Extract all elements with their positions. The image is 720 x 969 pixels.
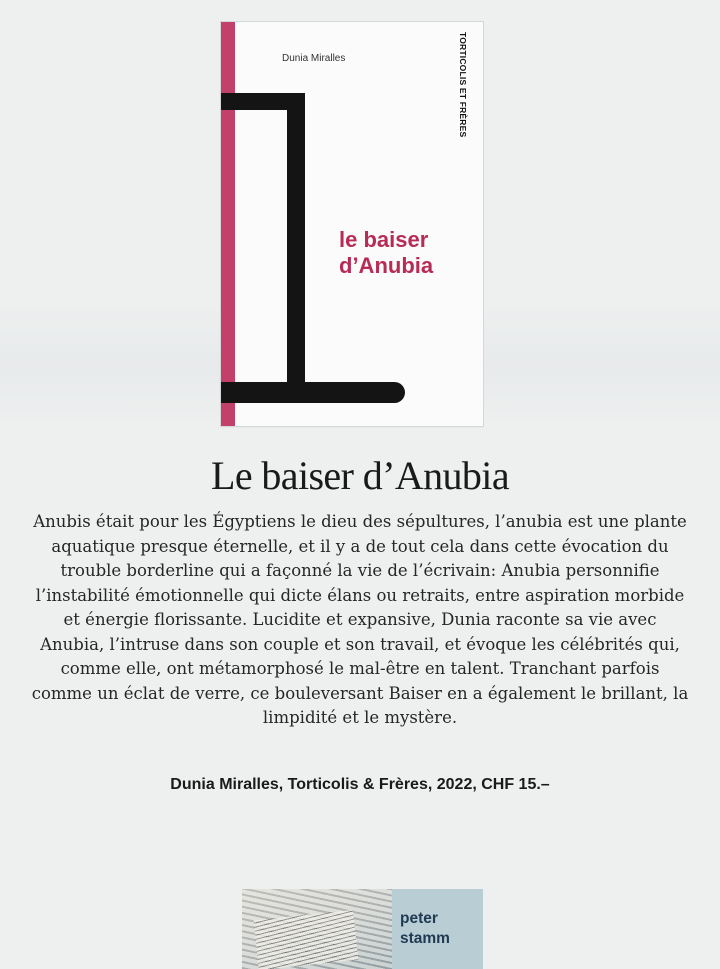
- cover-graphic-bar-stem: [287, 93, 305, 389]
- cover-author: Dunia Miralles: [282, 53, 346, 64]
- book-cover-image: [221, 22, 483, 426]
- cover-title: [339, 227, 477, 279]
- next-book-author-line: stamm: [400, 930, 450, 947]
- article-body: Anubis était pour les Égyptiens le dieu des sépultures, l’anubia est une plante aquatique presque éternelle, et il y a de tout cela dans cette évocation du trouble borderline qui a façonné la vie de l’écrivain: Anubia personnifie l’instabilité émotionnelle qui dicte élans ou retraits, entre aspiration morbide et énergie florissante. Lucidite et expansive, Dunia raconte sa vie avec Anubia, l’intruse dans son couple et son travail, et évoque les célébrités qui, comme elle, ont métamorphosé le mal-être en talent. Tranchant parfois comme un éclat de verre, ce bouleversant Baiser en a également le brillant, la limpidité et le mystère.: [31, 512, 689, 727]
- next-book-cover-image: [242, 889, 483, 969]
- article-credit: Dunia Miralles, Torticolis & Frères, 2022, CHF 15.–: [170, 776, 550, 793]
- cover-color-stripe: [221, 22, 235, 426]
- next-book-author-line: peter: [400, 910, 438, 927]
- article-title: Le baiser d’Anubia: [211, 453, 509, 498]
- next-book-author: [400, 909, 480, 949]
- next-book-photo: [242, 889, 392, 969]
- cover-publisher-logo: TORTICOLIS ET FRÈRES: [458, 32, 468, 138]
- cover-title-line: le baiser: [339, 227, 429, 252]
- cover-title-line: d’Anubia: [339, 253, 434, 278]
- cover-graphic-bar-foot: [221, 382, 405, 403]
